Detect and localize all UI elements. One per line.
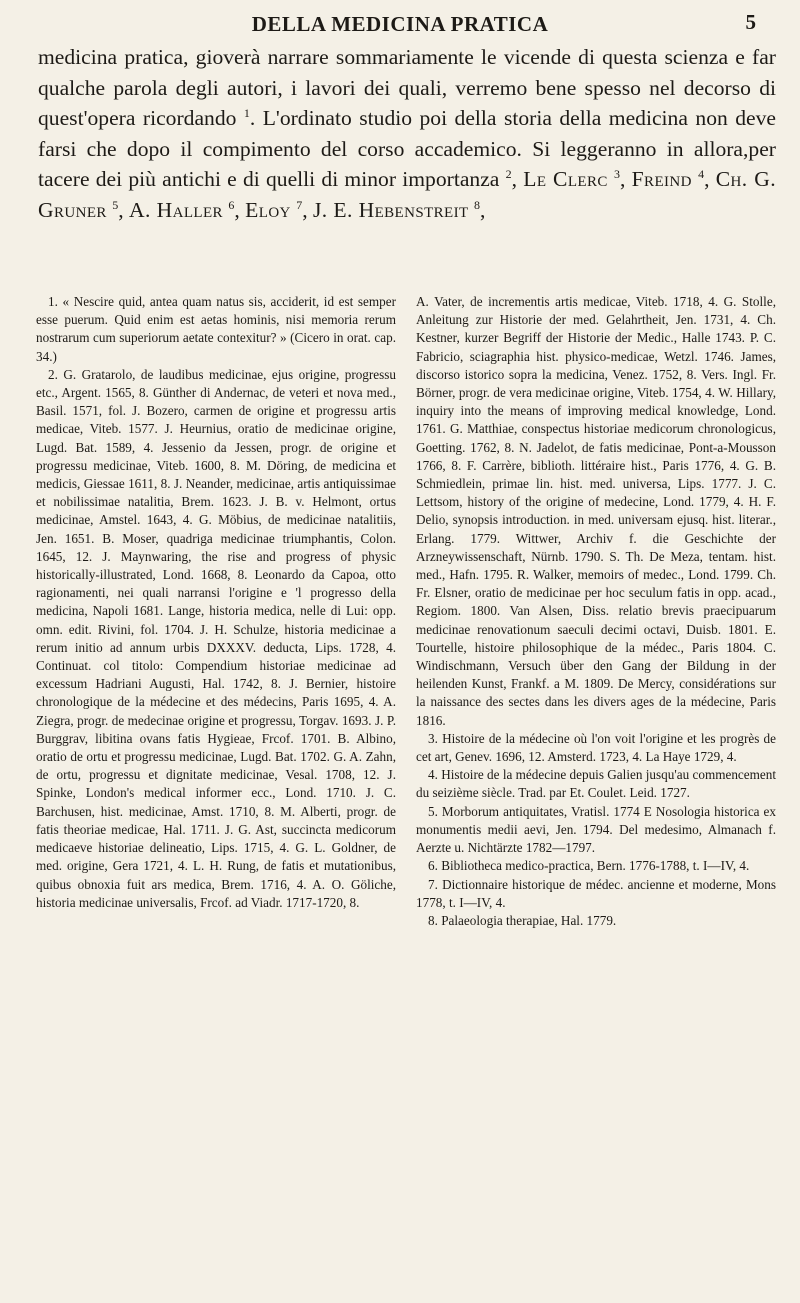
footnote-6: 6. Bibliotheca medico-practica, Bern. 1776-1788, t. I—IV, 4. (428, 858, 750, 874)
intro-part-2: . L'ordinato studio poi della storia della medicina non deve farsi che dopo il compimento del corso accademico. Si leggeranno in allora,per tacere dei più antichi e di quelli di minor importanza (38, 106, 777, 191)
footnote-ref-8[interactable]: 8 (473, 197, 480, 212)
footnote-1: 1. « Nescire quid, antea quam natus sis, acciderit, id est semper esse puerum. Quid enim est aetas hominis, nisi memoria rerum nostrarum cum superiorum aetate contexitur? » (Cicero in orat. cap. 34.) (36, 294, 396, 364)
intro-part-1: medicina pratica, gioverà narrare sommariamente le vicende di questa scienza e far qualche parola degli autori, i lavori dei quali, verremo bene spesso nel decorso di quest'opera ricordando (38, 45, 776, 130)
footnotes-left-column (36, 293, 396, 1293)
footnote-ref-6[interactable]: 6 (228, 197, 235, 212)
page-header (40, 10, 760, 38)
footnote-ref-5[interactable]: 5 (112, 197, 119, 212)
footnote-4: 4. Histoire de la médecine depuis Galien jusqu'au commencement du seizième siècle. Trad. par Et. Coulet. Leid. 1727. (416, 767, 776, 801)
footnote-ref-1[interactable]: 1 (243, 105, 250, 120)
footnote-2-continued: A. Vater, de incrementis artis medicae, Viteb. 1718, 4. G. Stolle, Anleitung zur Historie der med. Gelahrtheit, Jen. 1731, 4. Ch. Kestner, kurzer Begriff der Historie der Medic., Halle 1743. P. C. Fabricio, sciagraphia hist. physico-medicae, Wetzl. 1746. James, discorso istorico sopra la medicina, Venez. 1752, 8. Vers. Ingl. Fr. Börner, progr. de vera medicinae origine, Viteb. 1754, 4. W. Hillary, inquiry into the means of improving medical knowledge, Lond. 1761. G. Matthiae, conspectus historiae medicorum chronologicus, Goetting. 1762, 8. N. Jadelot, de fatis medicinae, Pont-a-Mousson 1766, 8. F. Carrère, biblioth. littéraire hist., Paris 1776, 4. G. B. Schmiedlein, primae lin. hist. med. universa, Lips. 1777. J. C. Lettsom, history of the origine of medecine, Lond. 1779, 4. H. F. Delio, synopsis introduction. in med. universam ejusq. hist. literar., Erlang. 1779. Wittwer, Archiv f. die Geschichte der Arzneywissenschaft, Nürnb. 1790. S. Th. De Meza, tentam. hist. med., Hafn. 1795. R. Walker, memoirs of medec., Lond. 1799. Ch. Fr. Elsner, oratio de medicinae per hoc seculum fatis in opp. acad., Regiom. 1800. Van Alsen, Diss. relatio brevis praecipuarum medicinae renovationum saeculi decimi octavi, Duisb. 1801. E. Tourtelle, histoire philosophique de la médec., Paris 1804. C. Windischmann, Versuch über den Gang der Bildung in der heilenden Kunst, Frankf. a M. 1809. De Mercy, considérations sur la naissance des sectes dans les divers ages de la médecine, Paris 1816. (416, 294, 776, 728)
footnote-3: 3. Histoire de la médecine où l'on voit l'origine et les progrès de cet art, Genev. 1696, 12. Amsterd. 1723, 4. La Haye 1729, 4. (416, 730, 776, 765)
body-text: medicina pratica, gioverà narrare sommariamente le vicende di questa scienza e far qualche parola degli autori, i lavori dei quali, verremo bene spesso nel decorso di quest'opera ricordando $^1$. L'ordinato studio poi della storia della medicina non deve farsi che dopo il compimento del corso accademico. Si leggeranno in allora,per tacere dei più antichi e di quelli di minor importanza $^2$, Le Clerc $^3$, Freind $^4$, Ch. G. Gruner $^5$, A. Haller $^6$, Eloy $^7$, J. E. Hebenstreit $^8$, (38, 45, 777, 222)
footnote-ref-7[interactable]: 7 (296, 197, 303, 212)
author-hebenstreit: J. E. Hebenstreit (313, 197, 469, 222)
page-number: 5 (745, 10, 756, 34)
running-head: DELLA MEDICINA PRATICA (251, 11, 549, 36)
footnotes (36, 293, 776, 1293)
footnote-ref-4[interactable]: 4 (698, 166, 705, 181)
footnote-5: 5. Morborum antiquitates, Vratisl. 1774 E Nosologia historica ex monumentis medii aevi, Jen. 1794. Del medesimo, Almanach f. Aerzte u. Nichtärzte 1782—1797. (416, 803, 776, 856)
author-eloy: Eloy (245, 197, 291, 222)
author-gruner: Ch. G. Gruner (38, 167, 776, 222)
author-haller: A. Haller (129, 197, 223, 222)
footnote-2: 2. G. Gratarolo, de laudibus medicinae, ejus origine, progressu etc., Argent. 1565, 8. Günther di Andernac, de veteri et nova med., Basil. 1571, fol. J. Bozero, carmen de origine et progressu artis medicae, Viteb. 1577. J. Heurnius, oratio de medicinae origine, Lugd. Bat. 1589, 4. Jessenio da Jessen, progr. de origine et progressu medicinae, Viteb. 1600, 8. M. Döring, de medicina et medicis, Giessae 1611, 8. J. Neander, medicinae, artis antiquissimae et nobilissimae natalitia, Brem. 1623. J. B. v. Helmont, ortus medicinae, Amstel. 1643, 4. G. Möbius, de medicinae natalitiis, Jen. 1651. B. Moser, quadriga medicinae triumphantis, Colon. 1645, 12. J. Maynwaring, the rise and progress of physic historically-illustrated, Lond. 1668, 8. Leonardo da Capoa, otto ragionamenti, nei quali narransi l'origine e 'l progresso della medicina, Napoli 1681. Lange, historia medica, nelle di Lui: opp. omn. edit. Rivini, fol. 1704. J. H. Schulze, historia medicinae a rerum initio ad annum urbis DXXXV. deducta, Lips. 1728, 4. Continuat. col titolo: Compendium historiae medicinae ad excessum Hadriani Augusti, Hal. 1742, 8. J. Bernier, histoire chronologique de la médecine et des médecins, Paris 1695, 4. A. Ziegra, progr. de medecinae origine et progressu, Torgav. 1693. J. P. Burggrav, libitina ovans fatis Hygieae, Frcof. 1701. B. Albino, oratio de ortu et progressu medicinae, Lugd. Bat. 1702. G. A. Zahn, de ortu, progressu et dignitate medicinae, Vesal. 1708, 12. J. Spinke, London's medical informer ecc., Lond. 1710. J. C. Barchusen, hist. medicinae, Amst. 1710, 8. M. Alberti, progr. de fatis theoriae medicae, Hal. 1711. J. G. Ast, succincta medicorum medicaeve historiae delineatio, Lips. 1715, 4. G. L. Goldner, de med. origine, Gera 1721, 4. L. H. Rung, de fatis et mutationibus, quibus obnoxia fuit ars medica, Brem. 1716, 4. A. O. Göliche, historia medicinae universalis, Frcof. ad Viadr. 1717-1720, 8. (36, 366, 396, 910)
author-le-clerc: Le Clerc (523, 167, 608, 191)
footnote-ref-2[interactable]: 2 (505, 166, 512, 181)
footnote-8: 8. Palaeologia therapiae, Hal. 1779. (428, 912, 617, 928)
author-freind: Freind (631, 167, 692, 191)
footnotes-right-column (416, 293, 776, 1293)
footnote-7: 7. Dictionnaire historique de médec. ancienne et moderne, Mons 1778, t. I—IV, 4. (416, 876, 776, 910)
footnote-ref-3[interactable]: 3 (614, 166, 620, 181)
